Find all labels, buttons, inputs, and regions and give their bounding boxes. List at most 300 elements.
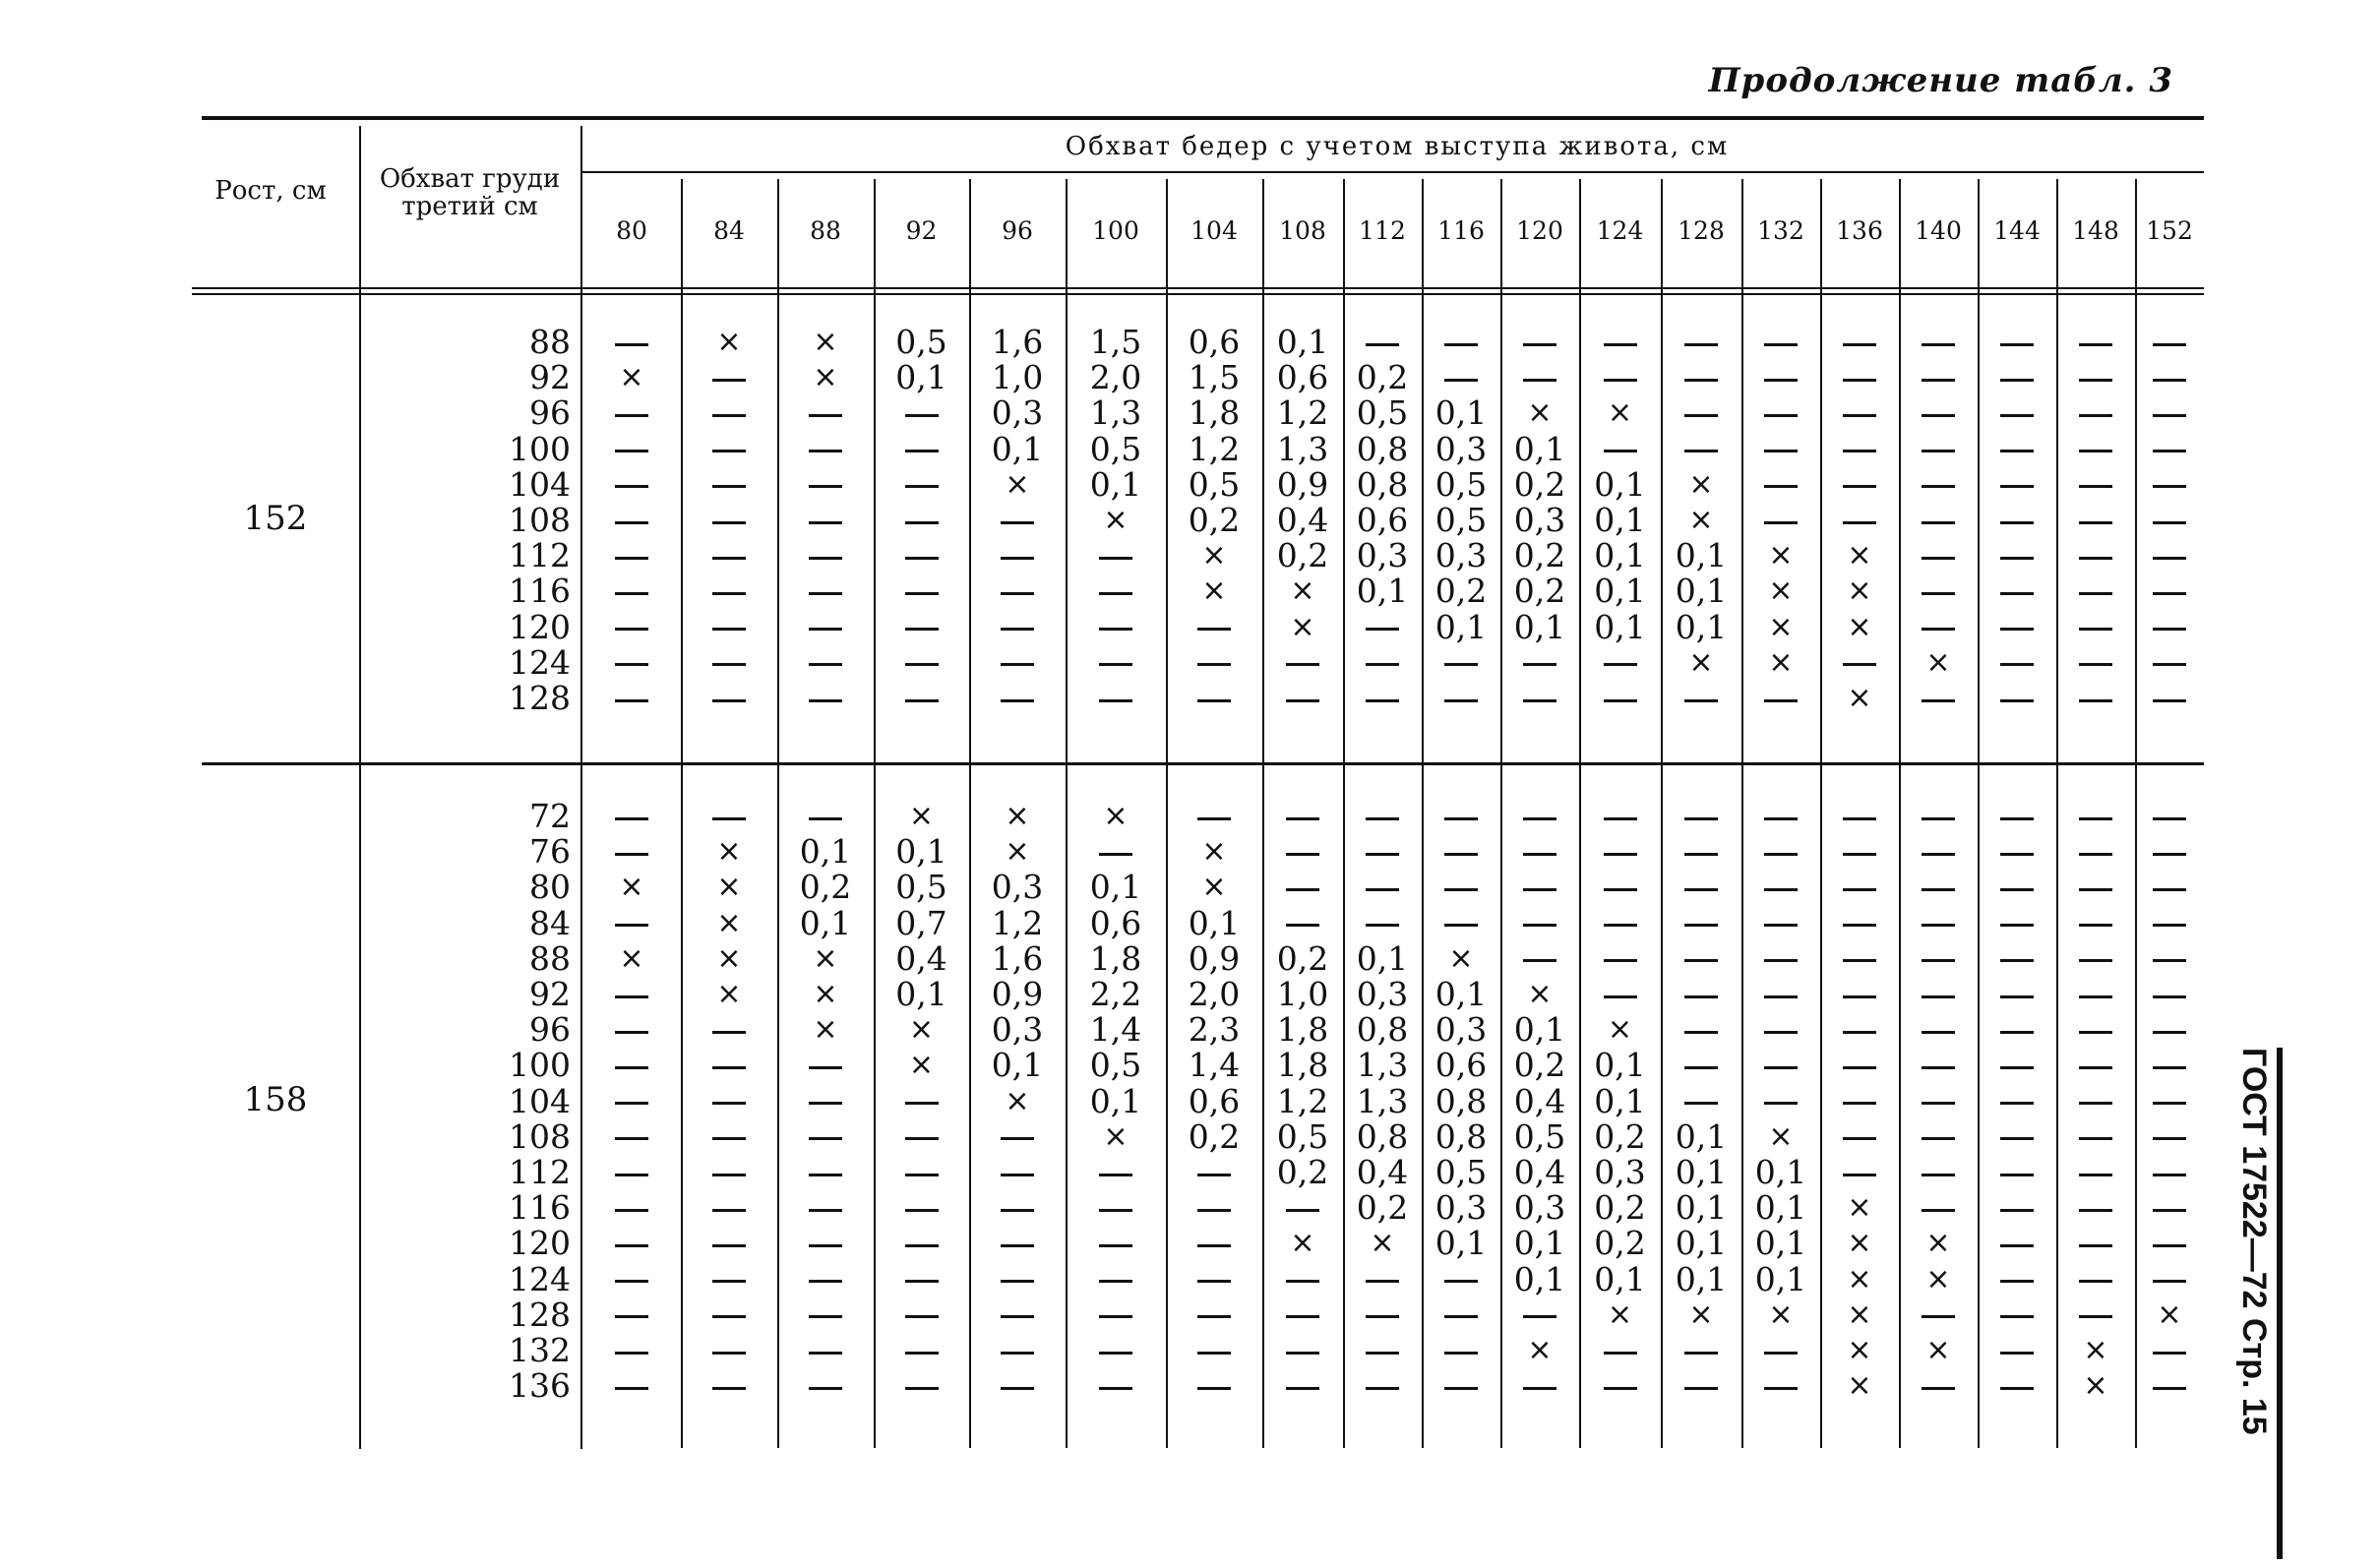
table-cell <box>1820 1084 1899 1119</box>
chest-value: 124 <box>509 1259 571 1298</box>
table-cell: 0,2 <box>1513 536 1566 575</box>
table-cell: 0,2 <box>1188 501 1241 539</box>
table-cell <box>582 1048 681 1083</box>
table-cell <box>1978 573 2056 609</box>
dash-mark <box>1286 817 1319 820</box>
dash-mark <box>1922 1066 1955 1069</box>
table-cell: × <box>1290 609 1315 644</box>
table-cell: × <box>1847 1261 1872 1296</box>
dash-mark <box>2079 663 2112 666</box>
dash-mark <box>1366 1315 1399 1318</box>
table-cell: 0,1 <box>1754 1188 1807 1228</box>
dash-mark <box>1444 853 1478 856</box>
table-rule <box>192 293 2204 295</box>
table-cell: 0,1 <box>1594 464 1646 504</box>
table-cell: 1,8 <box>1188 393 1241 433</box>
chest-value: 80 <box>529 868 571 907</box>
table-cell <box>2135 1190 2204 1226</box>
dash-mark <box>1604 853 1637 856</box>
table-cell: 0,1 <box>1089 1081 1142 1120</box>
table-cell <box>2056 681 2135 716</box>
table-cell <box>1262 1262 1343 1297</box>
dash-mark <box>1444 924 1478 927</box>
dash-mark <box>2153 592 2186 595</box>
table-cell: 0,1 <box>1434 393 1488 433</box>
table-cell <box>1978 1119 2056 1155</box>
table-cell: 0,1 <box>1754 1153 1807 1191</box>
table-cell <box>1166 1155 1262 1190</box>
table-cell <box>1741 1333 1820 1368</box>
table-cell <box>777 799 874 834</box>
table-cell <box>1343 1262 1422 1297</box>
table-cell <box>2056 1012 2135 1048</box>
table-cell <box>2135 977 2204 1012</box>
table-cell: 0,8 <box>1434 1116 1488 1156</box>
table-cell: 0,1 <box>1675 1188 1728 1228</box>
chest-value: 92 <box>529 358 571 397</box>
table-cell <box>1978 610 2056 645</box>
dash-mark <box>2153 1174 2186 1176</box>
table-cell <box>1262 1333 1343 1368</box>
dash-mark <box>2079 1102 2112 1105</box>
table-cell <box>1422 325 1500 360</box>
table-cell <box>681 1190 777 1226</box>
table-cell <box>1166 681 1262 716</box>
table-cell <box>1820 870 1899 905</box>
table-cell <box>2056 1297 2135 1333</box>
table-cell <box>1899 573 1978 609</box>
dash-mark <box>1099 853 1132 856</box>
dash-mark <box>2079 343 2112 346</box>
hip-column-header: 132 <box>1757 216 1804 245</box>
dash-mark <box>2000 995 2034 998</box>
table-cell <box>582 573 681 609</box>
table-cell <box>874 610 969 645</box>
dash-mark <box>1684 450 1718 452</box>
table-cell <box>969 503 1066 538</box>
table-cell <box>681 395 777 431</box>
table-cell <box>1166 1368 1262 1404</box>
dash-mark <box>1366 699 1399 702</box>
table-cell: 1,3 <box>1089 393 1142 433</box>
table-cell <box>1820 1048 1899 1083</box>
table-cell: × <box>1607 1012 1633 1048</box>
table-cell <box>1820 799 1899 834</box>
dash-mark <box>2000 1280 2034 1283</box>
table-cell: × <box>1847 1368 1872 1404</box>
dash-mark <box>1523 1387 1556 1390</box>
table-cell <box>1579 1368 1661 1404</box>
dash-mark <box>1099 557 1132 560</box>
table-cell <box>2056 834 2135 870</box>
table-cell <box>2056 610 2135 645</box>
dash-mark <box>1286 663 1319 666</box>
table-cell: 0,4 <box>895 938 947 978</box>
dash-mark <box>615 557 648 560</box>
dash-mark <box>2079 414 2112 417</box>
table-cell <box>1899 1190 1978 1226</box>
dash-mark <box>615 628 648 631</box>
table-cell <box>681 1119 777 1155</box>
dash-mark <box>905 1387 939 1390</box>
table-cell <box>582 834 681 870</box>
hip-column-header: 148 <box>2072 216 2119 245</box>
dash-mark <box>1286 924 1319 927</box>
chest-value: 92 <box>529 975 571 1013</box>
table-cell: 1,5 <box>1188 358 1241 397</box>
dash-mark <box>2079 1244 2112 1247</box>
height-group-label: 158 <box>243 1079 308 1119</box>
table-cell <box>1579 432 1661 467</box>
dash-mark <box>1684 379 1718 382</box>
dash-mark <box>1922 1209 1955 1212</box>
dash-mark <box>1684 853 1718 856</box>
dash-mark <box>2000 1066 2034 1069</box>
dash-mark <box>1197 663 1231 666</box>
dash-mark <box>809 1280 842 1283</box>
table-cell <box>777 1368 874 1404</box>
dash-mark <box>1001 1244 1034 1247</box>
chest-value: 120 <box>509 607 571 646</box>
dash-mark <box>1684 1066 1718 1069</box>
table-cell: 0,2 <box>1276 1153 1329 1191</box>
dash-mark <box>1523 888 1556 891</box>
dash-mark <box>809 557 842 560</box>
dash-mark <box>2153 1280 2186 1283</box>
dash-mark <box>2079 853 2112 856</box>
table-cell: × <box>813 325 838 359</box>
dash-mark <box>2000 663 2034 666</box>
table-cell: × <box>1847 573 1872 609</box>
table-cell <box>874 1190 969 1226</box>
table-cell: 1,3 <box>1356 1081 1409 1120</box>
table-cell <box>777 1119 874 1155</box>
table-cell <box>1741 467 1820 503</box>
table-cell <box>1500 906 1579 941</box>
table-cell <box>1661 834 1741 870</box>
dash-mark <box>615 1031 648 1034</box>
dash-mark <box>1684 888 1718 891</box>
table-cell <box>2056 1048 2135 1083</box>
table-cell: 0,1 <box>1356 572 1409 611</box>
dash-mark <box>2153 1387 2186 1390</box>
dash-mark <box>1764 924 1798 927</box>
table-cell <box>1343 1297 1422 1333</box>
table-cell: 0,1 <box>991 1046 1044 1085</box>
dash-mark <box>1843 959 1876 962</box>
chest-value: 136 <box>509 1366 571 1406</box>
table-cell <box>1422 360 1500 395</box>
dash-mark <box>1604 888 1637 891</box>
hip-column-header: 144 <box>1993 216 2041 245</box>
chest-value: 120 <box>509 1224 571 1263</box>
table-cell <box>1579 799 1661 834</box>
table-cell: 1,2 <box>991 903 1044 942</box>
table-cell <box>1899 1084 1978 1119</box>
hip-column-header: 152 <box>2146 216 2193 245</box>
dash-mark <box>1523 924 1556 927</box>
table-cell <box>582 610 681 645</box>
dash-mark <box>809 817 842 820</box>
table-cell <box>2135 1333 2204 1368</box>
table-cell: 0,1 <box>1594 1259 1646 1298</box>
dash-mark <box>905 450 939 452</box>
dash-mark <box>2000 1387 2034 1390</box>
table-cell <box>1899 1155 1978 1190</box>
table-cell: × <box>1925 1261 1951 1296</box>
table-cell <box>969 1262 1066 1297</box>
table-cell: 0,5 <box>1089 1046 1142 1085</box>
table-cell: × <box>1201 870 1227 905</box>
dash-mark <box>809 521 842 524</box>
table-cell <box>874 1084 969 1119</box>
dash-mark <box>1001 663 1034 666</box>
table-cell <box>681 1262 777 1297</box>
table-cell <box>1500 834 1579 870</box>
chest-value: 84 <box>529 903 571 942</box>
table-cell <box>681 799 777 834</box>
table-cell <box>2135 799 2204 834</box>
table-cell <box>1978 1155 2056 1190</box>
dash-mark <box>1099 1387 1132 1390</box>
table-cell: 0,1 <box>1594 501 1646 539</box>
dash-mark <box>2153 699 2186 702</box>
table-cell <box>2135 395 2204 431</box>
dash-mark <box>615 521 648 524</box>
dash-mark <box>905 557 939 560</box>
header-height: Рост, см <box>214 176 327 206</box>
dash-mark <box>1843 817 1876 820</box>
dash-mark <box>1604 1352 1637 1355</box>
table-cell: 0,8 <box>1356 429 1409 468</box>
table-cell <box>2056 503 2135 538</box>
dash-mark <box>1922 959 1955 962</box>
dash-mark <box>1366 1352 1399 1355</box>
dash-mark <box>1286 888 1319 891</box>
dash-mark <box>2153 628 2186 631</box>
table-cell <box>2135 1226 2204 1261</box>
dash-mark <box>2000 1102 2034 1105</box>
table-cell <box>1343 906 1422 941</box>
table-cell: 0,1 <box>1675 536 1728 575</box>
table-cell: 0,3 <box>1594 1153 1646 1191</box>
table-cell <box>1661 1084 1741 1119</box>
table-cell <box>1899 681 1978 716</box>
table-cell <box>2056 1084 2135 1119</box>
table-cell: 1,6 <box>991 938 1044 978</box>
dash-mark <box>1922 924 1955 927</box>
table-cell <box>1579 941 1661 977</box>
dash-mark <box>1764 343 1798 346</box>
table-cell: 0,6 <box>1089 903 1142 942</box>
table-cell: 0,4 <box>1513 1153 1566 1191</box>
dash-mark <box>712 1031 746 1034</box>
table-cell: × <box>1688 644 1714 680</box>
table-cell <box>2135 1012 2204 1048</box>
dash-mark <box>2079 592 2112 595</box>
dash-mark <box>1684 1102 1718 1105</box>
dash-mark <box>1444 699 1478 702</box>
table-cell <box>1978 799 2056 834</box>
chest-value: 116 <box>509 1188 571 1228</box>
table-cell <box>1262 1190 1343 1226</box>
dash-mark <box>1604 924 1637 927</box>
dash-mark <box>1197 1209 1231 1212</box>
table-cell <box>1500 941 1579 977</box>
table-cell <box>2056 1262 2135 1297</box>
table-cell: 0,3 <box>1434 1188 1488 1228</box>
dash-mark <box>1764 485 1798 488</box>
dash-mark <box>2000 1352 2034 1355</box>
chest-value: 72 <box>529 797 571 835</box>
dash-mark <box>2079 1174 2112 1176</box>
table-cell <box>2135 467 2204 503</box>
table-cell: × <box>716 940 742 976</box>
dash-mark <box>712 1244 746 1247</box>
table-cell: 0,1 <box>991 429 1044 468</box>
table-cell <box>582 1155 681 1190</box>
dash-mark <box>2000 959 2034 962</box>
table-cell <box>1579 977 1661 1012</box>
dash-mark <box>712 663 746 666</box>
dash-mark <box>1684 343 1718 346</box>
table-cell <box>874 1119 969 1155</box>
table-cell <box>1579 870 1661 905</box>
table-cell <box>874 503 969 538</box>
dash-mark <box>1764 1352 1798 1355</box>
dash-mark <box>1523 379 1556 382</box>
table-cell: × <box>1290 1226 1315 1261</box>
dash-mark <box>1197 817 1231 820</box>
dash-mark <box>712 1137 746 1140</box>
dash-mark <box>1366 817 1399 820</box>
dash-mark <box>1604 379 1637 382</box>
table-cell: × <box>1005 834 1030 870</box>
table-cell <box>1500 870 1579 905</box>
table-cell <box>1166 799 1262 834</box>
table-cell: 0,2 <box>799 868 852 907</box>
table-cell <box>1422 645 1500 681</box>
table-cell: × <box>1201 573 1227 609</box>
table-cell <box>1422 1297 1500 1333</box>
table-cell <box>969 573 1066 609</box>
dash-mark <box>2000 628 2034 631</box>
dash-mark <box>1604 699 1637 702</box>
dash-mark <box>1099 1352 1132 1355</box>
table-cell <box>1343 834 1422 870</box>
table-cell: 0,1 <box>1434 975 1488 1013</box>
table-cell <box>969 1333 1066 1368</box>
table-cell: × <box>716 977 742 1011</box>
dash-mark <box>1001 1137 1034 1140</box>
dash-mark <box>2153 924 2186 927</box>
dash-mark <box>2079 1209 2112 1212</box>
hip-column-header: 92 <box>905 216 938 245</box>
table-cell: 0,1 <box>1434 607 1488 646</box>
chest-value: 116 <box>509 572 571 611</box>
hip-column-header: 80 <box>616 216 647 245</box>
dash-mark <box>1444 1315 1478 1318</box>
table-cell: 0,1 <box>1513 429 1566 468</box>
dash-mark <box>1444 817 1478 820</box>
table-cell: 0,1 <box>1594 607 1646 646</box>
table-cell <box>681 538 777 573</box>
dash-mark <box>712 1209 746 1212</box>
table-cell <box>582 1368 681 1404</box>
dash-mark <box>905 521 939 524</box>
table-cell <box>1978 870 2056 905</box>
table-cell <box>1066 681 1166 716</box>
table-cell <box>1741 870 1820 905</box>
dash-mark <box>809 1352 842 1355</box>
table-cell <box>1661 941 1741 977</box>
dash-mark <box>1286 1315 1319 1318</box>
table-cell: 0,3 <box>1434 1010 1488 1050</box>
dash-mark <box>2000 379 2034 382</box>
dash-mark <box>1843 1137 1876 1140</box>
dash-mark <box>1843 924 1876 927</box>
table-cell <box>1422 1262 1500 1297</box>
table-cell <box>777 538 874 573</box>
dash-mark <box>1843 1066 1876 1069</box>
dash-mark <box>615 450 648 452</box>
chest-value: 128 <box>509 679 571 717</box>
dash-mark <box>615 1352 648 1355</box>
table-cell <box>1741 1368 1820 1404</box>
table-cell: 0,6 <box>1356 501 1409 539</box>
table-cell <box>582 799 681 834</box>
table-cell <box>1422 834 1500 870</box>
table-cell <box>1500 799 1579 834</box>
table-cell <box>1500 360 1579 395</box>
dash-mark <box>809 485 842 488</box>
dash-mark <box>1001 1280 1034 1283</box>
table-cell: × <box>1688 466 1714 502</box>
table-cell <box>1066 610 1166 645</box>
table-cell <box>1422 906 1500 941</box>
table-cell: × <box>1768 573 1794 609</box>
dash-mark <box>1444 379 1478 382</box>
table-cell <box>1820 1119 1899 1155</box>
dash-mark <box>712 699 746 702</box>
table-cell <box>681 432 777 467</box>
table-cell: 0,5 <box>1434 1153 1488 1191</box>
table-cell <box>582 538 681 573</box>
hip-column-header: 112 <box>1359 216 1406 245</box>
table-cell <box>1661 1368 1741 1404</box>
dash-mark <box>809 1387 842 1390</box>
table-cell <box>1741 906 1820 941</box>
dash-mark <box>2079 924 2112 927</box>
dash-mark <box>1001 1387 1034 1390</box>
dash-mark <box>905 592 939 595</box>
table-cell <box>1741 395 1820 431</box>
table-cell: × <box>1925 1226 1951 1261</box>
table-cell <box>1978 1012 2056 1048</box>
table-cell <box>777 1084 874 1119</box>
table-cell <box>1066 538 1166 573</box>
table-cell <box>582 906 681 941</box>
table-cell <box>681 1048 777 1083</box>
table-cell: 0,1 <box>799 832 852 872</box>
table-cell: × <box>1448 940 1474 976</box>
table-cell: 0,2 <box>1594 1116 1646 1156</box>
table-cell: 0,9 <box>991 975 1044 1013</box>
dash-mark <box>2153 1031 2186 1034</box>
dash-mark <box>1764 1102 1798 1105</box>
table-cell: × <box>1768 1296 1794 1332</box>
dash-mark <box>2000 557 2034 560</box>
